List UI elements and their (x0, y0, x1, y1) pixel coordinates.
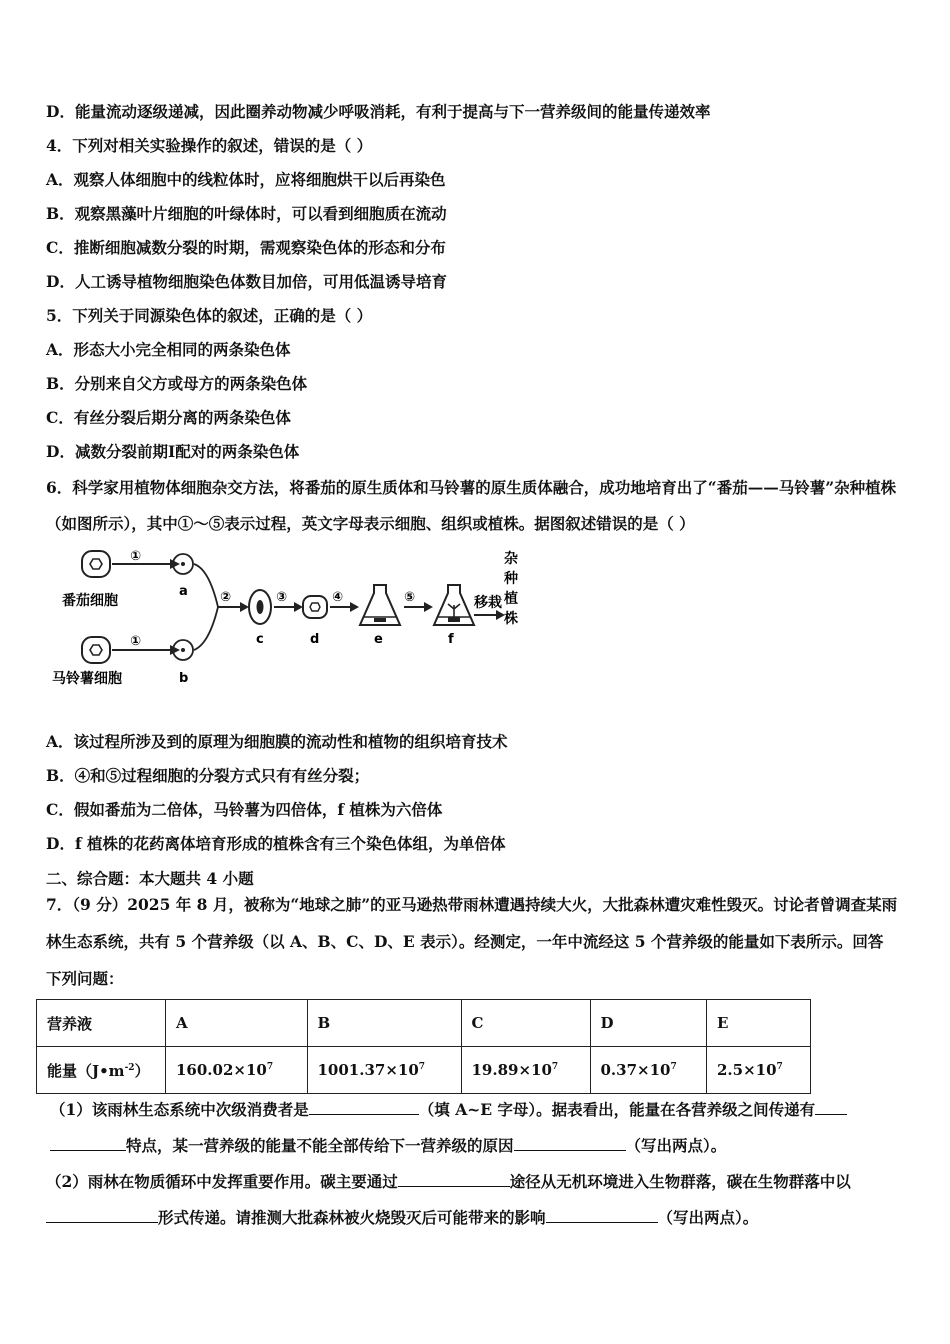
energy-table (36, 999, 811, 1094)
table-header-row (37, 1000, 811, 1047)
table-header-cell: E (706, 1000, 810, 1047)
flask-e-icon (360, 585, 400, 625)
label-a: a (179, 584, 188, 599)
q5-option-b: B．分别来自父方或母方的两条染色体 (46, 374, 308, 393)
answer-blank[interactable] (514, 1136, 626, 1151)
section-2-title: 二、综合题：本大题共 4 小题 (46, 869, 254, 888)
table-header-cell: 营养液 (37, 1000, 166, 1047)
table-row (37, 1047, 811, 1094)
label-b: b (179, 671, 189, 686)
tomato-cell-label: 番茄细胞 (62, 593, 118, 609)
answer-blank[interactable] (309, 1100, 419, 1115)
step-5-label: ⑤ (404, 590, 416, 605)
step-2-label: ② (220, 590, 232, 605)
tomato-cell-icon (82, 551, 110, 577)
cell-fusion-diagram (44, 549, 524, 694)
hybrid-plant-label-3: 植 (504, 591, 518, 607)
wall-cell-d (303, 596, 327, 618)
hybrid-plant-label-2: 种 (504, 571, 518, 587)
answer-blank[interactable] (50, 1136, 126, 1151)
q7-number: 7．（9 分） (46, 895, 128, 914)
table-cell: $160.02\times 10^7$ (166, 1047, 308, 1094)
q6-option-b: B．④和⑤过程细胞的分裂方式只有有丝分裂； (46, 766, 370, 785)
step-3-label: ③ (276, 590, 288, 605)
q5-option-d: D．减数分裂前期Ⅰ配对的两条染色体 (46, 442, 300, 461)
q6-option-c: C．假如番茄为二倍体，马铃薯为四倍体，f 植株为六倍体 (46, 800, 443, 819)
hybrid-plant-label-1: 杂 (504, 551, 518, 567)
answer-blank[interactable] (398, 1172, 510, 1187)
table-cell: $19.89\times 10^7$ (461, 1047, 590, 1094)
label-d: d (310, 632, 320, 647)
label-f: f (448, 632, 454, 647)
label-c: c (256, 632, 264, 647)
q4-option-a: A．观察人体细胞中的线粒体时，应将细胞烘干以后再染色 (46, 170, 446, 189)
step-1-bottom-label: ① (130, 634, 142, 649)
flask-f-icon (434, 585, 474, 625)
hybrid-plant-label-4: 株 (504, 611, 518, 627)
transplant-label: 移栽 (474, 595, 502, 611)
step-4-label: ④ (332, 590, 344, 605)
q4-option-b: B．观察黑藻叶片细胞的叶绿体时，可以看到细胞质在流动 (46, 204, 447, 223)
q4-option-c: C．推断细胞减数分裂的时期，需观察染色体的形态和分布 (46, 238, 446, 257)
table-header-cell: B (307, 1000, 461, 1047)
answer-blank[interactable] (546, 1208, 658, 1223)
q3-option-d: D．能量流动逐级递减，因此圈养动物减少呼吸消耗，有利于提高与下一营养级间的能量传递效率 (46, 102, 711, 121)
q7-stem (46, 886, 898, 997)
step-1-top-label: ① (130, 549, 142, 564)
table-header-cell: D (590, 1000, 706, 1047)
q4-stem: 4．下列对相关实验操作的叙述，错误的是（ ） (46, 136, 373, 155)
q5-option-a: A．形态大小完全相同的两条染色体 (46, 340, 291, 359)
answer-blank[interactable] (46, 1208, 158, 1223)
label-e: e (374, 632, 383, 647)
table-header-cell: A (166, 1000, 308, 1047)
table-cell: $2.5\times 10^7$ (706, 1047, 810, 1094)
fusion-lines (194, 564, 218, 650)
table-header-cell: C (461, 1000, 590, 1047)
q7-part-2: （2）雨林在物质循环中发挥重要作用。碳主要通过 途径从无机环境进入生物群落，碳在生物群落中以形式传递。请推测大批森林被火烧毁灭后可能带来的影响 （写出两点）。 (46, 1172, 851, 1227)
q7-part-1: （1）该雨林生态系统中次级消费者是 （填 A~E 字母）。据表看出，能量在各营养级之间传递有 特点，某一营养级的能量不能全部传给下一营养级的原因 （写出两点）。 (50, 1092, 902, 1164)
table-cell: $1001.37\times 10^7$ (307, 1047, 461, 1094)
potato-cell-label: 马铃薯细胞 (52, 671, 122, 687)
q6-option-a: A．该过程所涉及到的原理为细胞膜的流动性和植物的组织培育技术 (46, 732, 508, 751)
answer-blank[interactable] (815, 1100, 847, 1115)
q4-option-d: D．人工诱导植物细胞染色体数目加倍，可用低温诱导培育 (46, 272, 447, 291)
q6-stem: 6．科学家用植物体细胞杂交方法，将番茄的原生质体和马铃薯的原生质体融合，成功地培育出了“番茄——马铃薯”杂种植株（如图所示），其中①～⑤表示过程，英文字母表示细胞、组织或植株。据图叙述错误的是（ ） (46, 478, 897, 533)
q7-stem-text: 2025 年 8 月，被称为“地球之肺”的亚马逊热带雨林遭遇持续大火，大批森林遭灾难性毁灭。讨论者曾调查某雨林生态系统，共有 5 个营养级（以 A、B、C、D、E 表示）。经测定，一年中流经这 5 个营养级的能量如下表所示。回答下列问题： (46, 895, 898, 988)
q5-option-c: C．有丝分裂后期分离的两条染色体 (46, 408, 291, 427)
table-row-label: 能量$(J•m^{-2})$ (37, 1047, 166, 1094)
potato-cell-icon (82, 637, 110, 663)
q6-option-d: D．f 植株的花药离体培育形成的植株含有三个染色体组，为单倍体 (46, 834, 506, 853)
table-cell: $0.37\times 10^7$ (590, 1047, 706, 1094)
q5-stem: 5．下列关于同源染色体的叙述，正确的是（ ） (46, 306, 373, 325)
